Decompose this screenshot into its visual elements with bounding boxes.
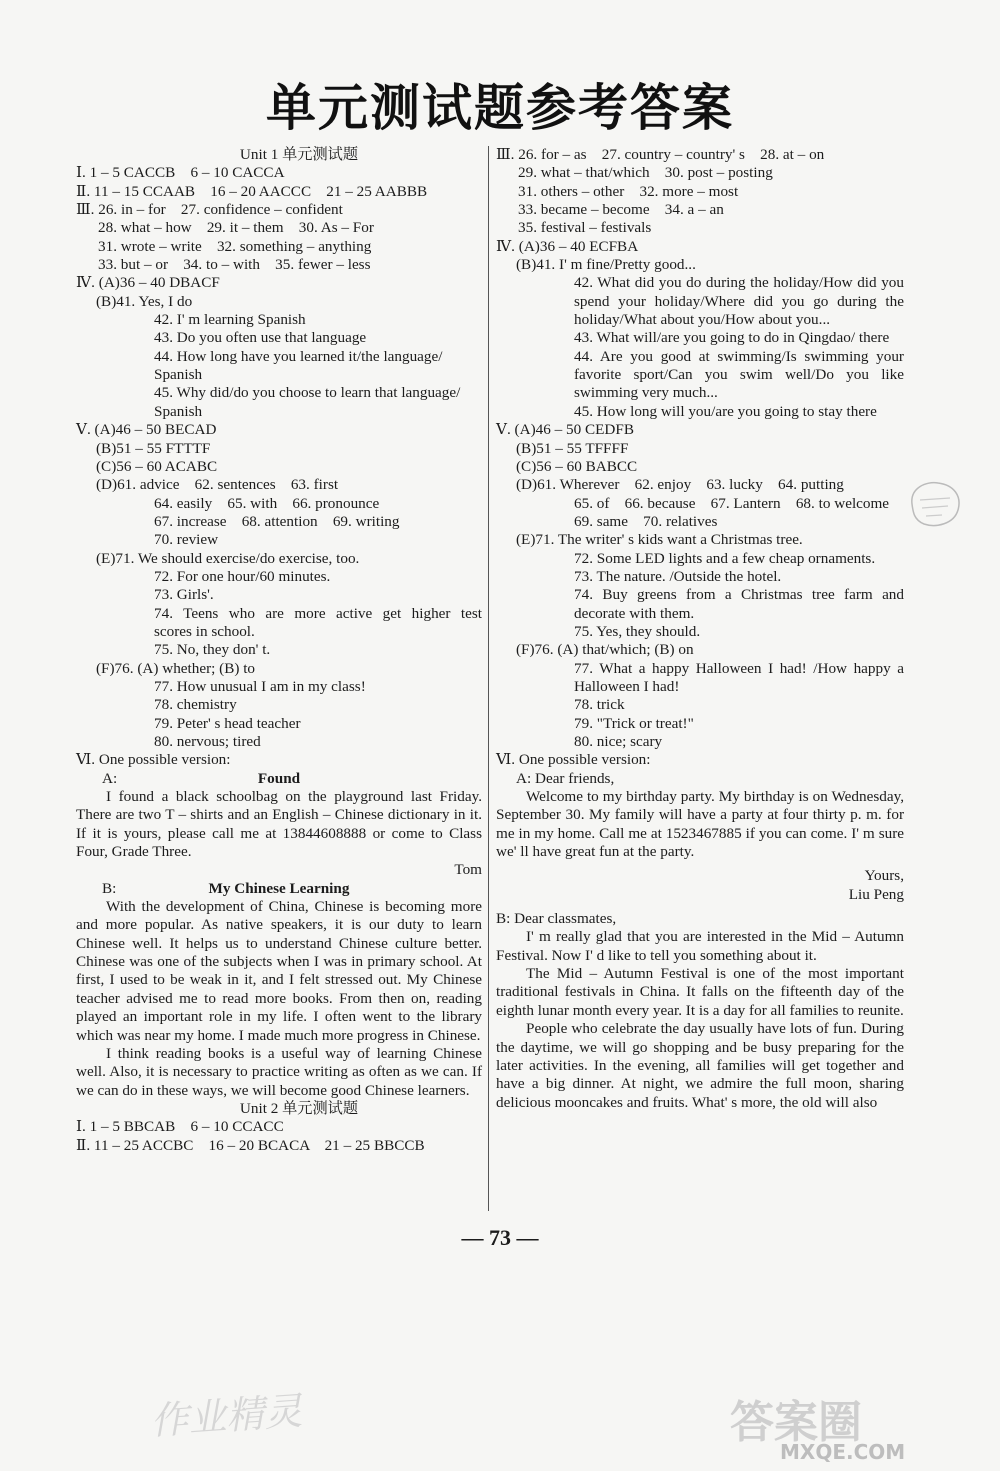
letter-a-body: Welcome to my birthday party. My birthday is on Wednesday, September 30. My family will have a party at four thirty p. m. for me in my home. Call me at 1523467885 if you can come. I' m sure we' ll have great fun at the party.	[496, 788, 904, 861]
answer-line: 74. Teens who are more active get higher test	[154, 604, 482, 622]
answer-line: Ⅱ. 11 – 15 CCAAB 16 – 20 AACCC 21 – 25 AABBB	[76, 182, 428, 200]
answer-line: (C)56 – 60 BABCC	[516, 457, 638, 475]
answer-line: (E)71. The writer' s kids want a Christmas tree.	[516, 531, 803, 549]
answer-line: (B)51 – 55 FTTTF	[96, 439, 211, 457]
unit1-heading: Unit 1 单元测试题	[239, 146, 359, 163]
answer-line: 31. others – other 32. more – most	[518, 182, 739, 200]
essay-b-label: B:	[102, 879, 117, 897]
answer-line: (E)71. We should exercise/do exercise, too.	[96, 549, 360, 567]
answer-line: 64. easily 65. with 66. pronounce	[154, 494, 380, 512]
answer-line: 42. I' m learning Spanish	[154, 311, 306, 329]
answer-line: Ⅳ. (A)36 – 40 ECFBA	[496, 237, 639, 255]
answer-line: 44. How long have you learned it/the language/	[154, 347, 443, 365]
essay-a-header	[76, 770, 482, 788]
answer-line: 43. Do you often use that language	[154, 329, 367, 347]
answer-line: 35. festival – festivals	[518, 219, 652, 237]
answer-line: Spanish	[154, 366, 203, 384]
letter-b-paragraph-2: The Mid – Autumn Festival is one of the most important traditional festivals in China. It falls on the fifteenth day of the eighth lunar month every year. It is a day for all families to reunite.	[496, 965, 904, 1019]
answer-line: 42. What did you do during the holiday/How did you spend your holiday/Where did you go during the holiday/What about you/How about you...	[574, 274, 904, 329]
watermark-logo-icon	[720, 1395, 985, 1463]
essay-b-paragraph-1: With the development of China, Chinese is becoming more and more popular. As native speakers, it is our duty to learn Chinese well. It helps us to understand Chinese culture better. Chinese was one of the subjects when I was in primary school. At first, I used to be weak in it, and I felt stressed out. My Chinese teacher advised me to read more books. From then on, reading played an important role in my life. I often went to the library which was near my home. I made much more progress in Chinese.	[76, 898, 482, 1044]
left-column	[76, 146, 482, 1155]
essay-a-signature: Tom	[454, 861, 482, 879]
answer-line: Ⅲ. 26. in – for 27. confidence – confident	[76, 201, 343, 219]
answer-line: (F)76. (A) whether; (B) to	[96, 659, 256, 677]
answer-line: Ⅵ. One possible version:	[496, 751, 651, 769]
letter-b-paragraph-1: I' m really glad that you are interested in the Mid – Autumn Festival. Now I' d like to tell you something about it.	[496, 928, 904, 964]
answer-line: 65. of 66. because 67. Lantern 68. to welcome	[574, 494, 890, 512]
answer-line: Spanish	[154, 402, 203, 420]
answer-line: 33. but – or 34. to – with 35. fewer – less	[98, 256, 371, 274]
answer-line: 75. No, they don' t.	[154, 641, 271, 659]
essay-a-title: Found	[257, 769, 301, 787]
answer-line: 43. What will/are you going to do in Qingdao/ there	[574, 329, 890, 347]
answer-line: Ⅳ. (A)36 – 40 DBACF	[76, 274, 220, 292]
essay-b-header	[76, 880, 482, 898]
column-divider	[488, 146, 489, 1211]
watermark-logo-text: 答案圈	[730, 1397, 862, 1448]
answer-line: Ⅴ. (A)46 – 50 CEDFB	[496, 421, 634, 439]
letter-a-signature: Liu Peng	[848, 885, 904, 903]
answer-line: Ⅲ. 26. for – as 27. country – country' s 28. at – on	[496, 146, 825, 163]
letter-a-greeting: A: Dear friends,	[516, 769, 615, 787]
answer-line: Ⅰ. 1 – 5 CACCB 6 – 10 CACCA	[76, 164, 285, 182]
page-number: — 73 —	[461, 1225, 539, 1250]
answer-line: (F)76. (A) that/which; (B) on	[516, 641, 694, 659]
answer-line: (B)41. Yes, I do	[96, 292, 193, 310]
answer-line: Ⅴ. (A)46 – 50 BECAD	[76, 421, 217, 439]
answer-line: scores in school.	[154, 622, 255, 640]
answer-line: 45. Why did/do you choose to learn that language/	[154, 384, 461, 402]
answer-line: 29. what – that/which 30. post – posting	[518, 164, 773, 182]
answer-line: 78. chemistry	[154, 696, 237, 714]
answer-line: 79. Peter' s head teacher	[154, 714, 301, 732]
answer-line: Ⅱ. 11 – 25 ACCBC 16 – 20 BCACA 21 – 25 BBCCB	[76, 1136, 425, 1154]
answer-line: (B)51 – 55 TFFFF	[516, 439, 629, 457]
unit2-heading: Unit 2 单元测试题	[239, 1099, 359, 1117]
answer-line: 45. How long will you/are you going to stay there	[574, 402, 877, 420]
answer-line: 72. For one hour/60 minutes.	[154, 567, 331, 585]
answer-line: (D)61. Wherever 62. enjoy 63. lucky 64. putting	[516, 476, 844, 494]
answer-line: (C)56 – 60 ACABC	[96, 457, 218, 475]
answer-line: 67. increase 68. attention 69. writing	[154, 512, 400, 530]
answer-line: 74. Buy greens from a Christmas tree farm and decorate with them.	[574, 586, 904, 622]
answer-line: Ⅰ. 1 – 5 BBCAB 6 – 10 CCACC	[76, 1118, 284, 1136]
page-title: 单元测试题参考答案	[266, 78, 734, 137]
answer-line: 31. wrote – write 32. something – anything	[98, 237, 372, 255]
stamp-mark-icon	[906, 478, 964, 530]
answer-line: 72. Some LED lights and a few cheap ornaments.	[574, 549, 876, 567]
answer-line: (B)41. I' m fine/Pretty good...	[516, 256, 696, 274]
right-column	[496, 146, 904, 1112]
letter-b-greeting: B: Dear classmates,	[496, 910, 617, 928]
answer-line: 80. nice; scary	[574, 733, 663, 750]
answer-line: 73. The nature. /Outside the hotel.	[574, 567, 782, 585]
letter-b-paragraph-3: People who celebrate the day usually have lots of fun. During the daytime, we will go shopping and be busy preparing for the later activities. In the evening, all families will get together and have a big dinner. At night, we admire the full moon, sharing delicious mooncakes and fruits. What' s more, the old will also	[496, 1020, 904, 1111]
essay-a-body: I found a black schoolbag on the playground last Friday. There are two T – shirts and an English – Chinese dictionary in it. If it is yours, please call me at 13844608888 or come to Class Four, Grade Three.	[76, 788, 482, 861]
watermark-logo-url: MXQE.COM	[780, 1440, 906, 1463]
answer-line: 77. What a happy Halloween I had! /How happy a Halloween I had!	[574, 659, 904, 695]
answer-line: 78. trick	[574, 696, 625, 714]
answer-line: 79. "Trick or treat!"	[574, 714, 694, 732]
answer-line: 75. Yes, they should.	[574, 622, 701, 640]
essay-b-title: My Chinese Learning	[208, 879, 350, 897]
answer-line: (D)61. advice 62. sentences 63. first	[96, 476, 339, 494]
answer-line: Ⅵ. One possible version:	[76, 751, 231, 769]
answer-line: 70. review	[154, 531, 219, 549]
essay-b-paragraph-2: I think reading books is a useful way of learning Chinese well. Also, it is necessary to practice writing as often as we can. If we can do in these ways, we will become good Chinese learners.	[76, 1044, 482, 1099]
answer-line: 33. became – become 34. a – an	[518, 201, 724, 219]
letter-a-closing: Yours,	[864, 867, 904, 885]
answer-line: 80. nervous; tired	[154, 733, 261, 750]
watermark-text: 作业精灵	[148, 1388, 304, 1444]
answer-line: 44. Are you good at swimming/Is swimming your favorite sport/Can you swim well/Do you like swimming very much...	[574, 347, 904, 402]
answer-line: 77. How unusual I am in my class!	[154, 677, 366, 695]
answer-line: 69. same 70. relatives	[574, 512, 718, 530]
answer-line: 73. Girls'.	[154, 586, 214, 604]
answer-line: 28. what – how 29. it – them 30. As – For	[98, 219, 374, 237]
essay-a-label: A:	[102, 769, 118, 787]
